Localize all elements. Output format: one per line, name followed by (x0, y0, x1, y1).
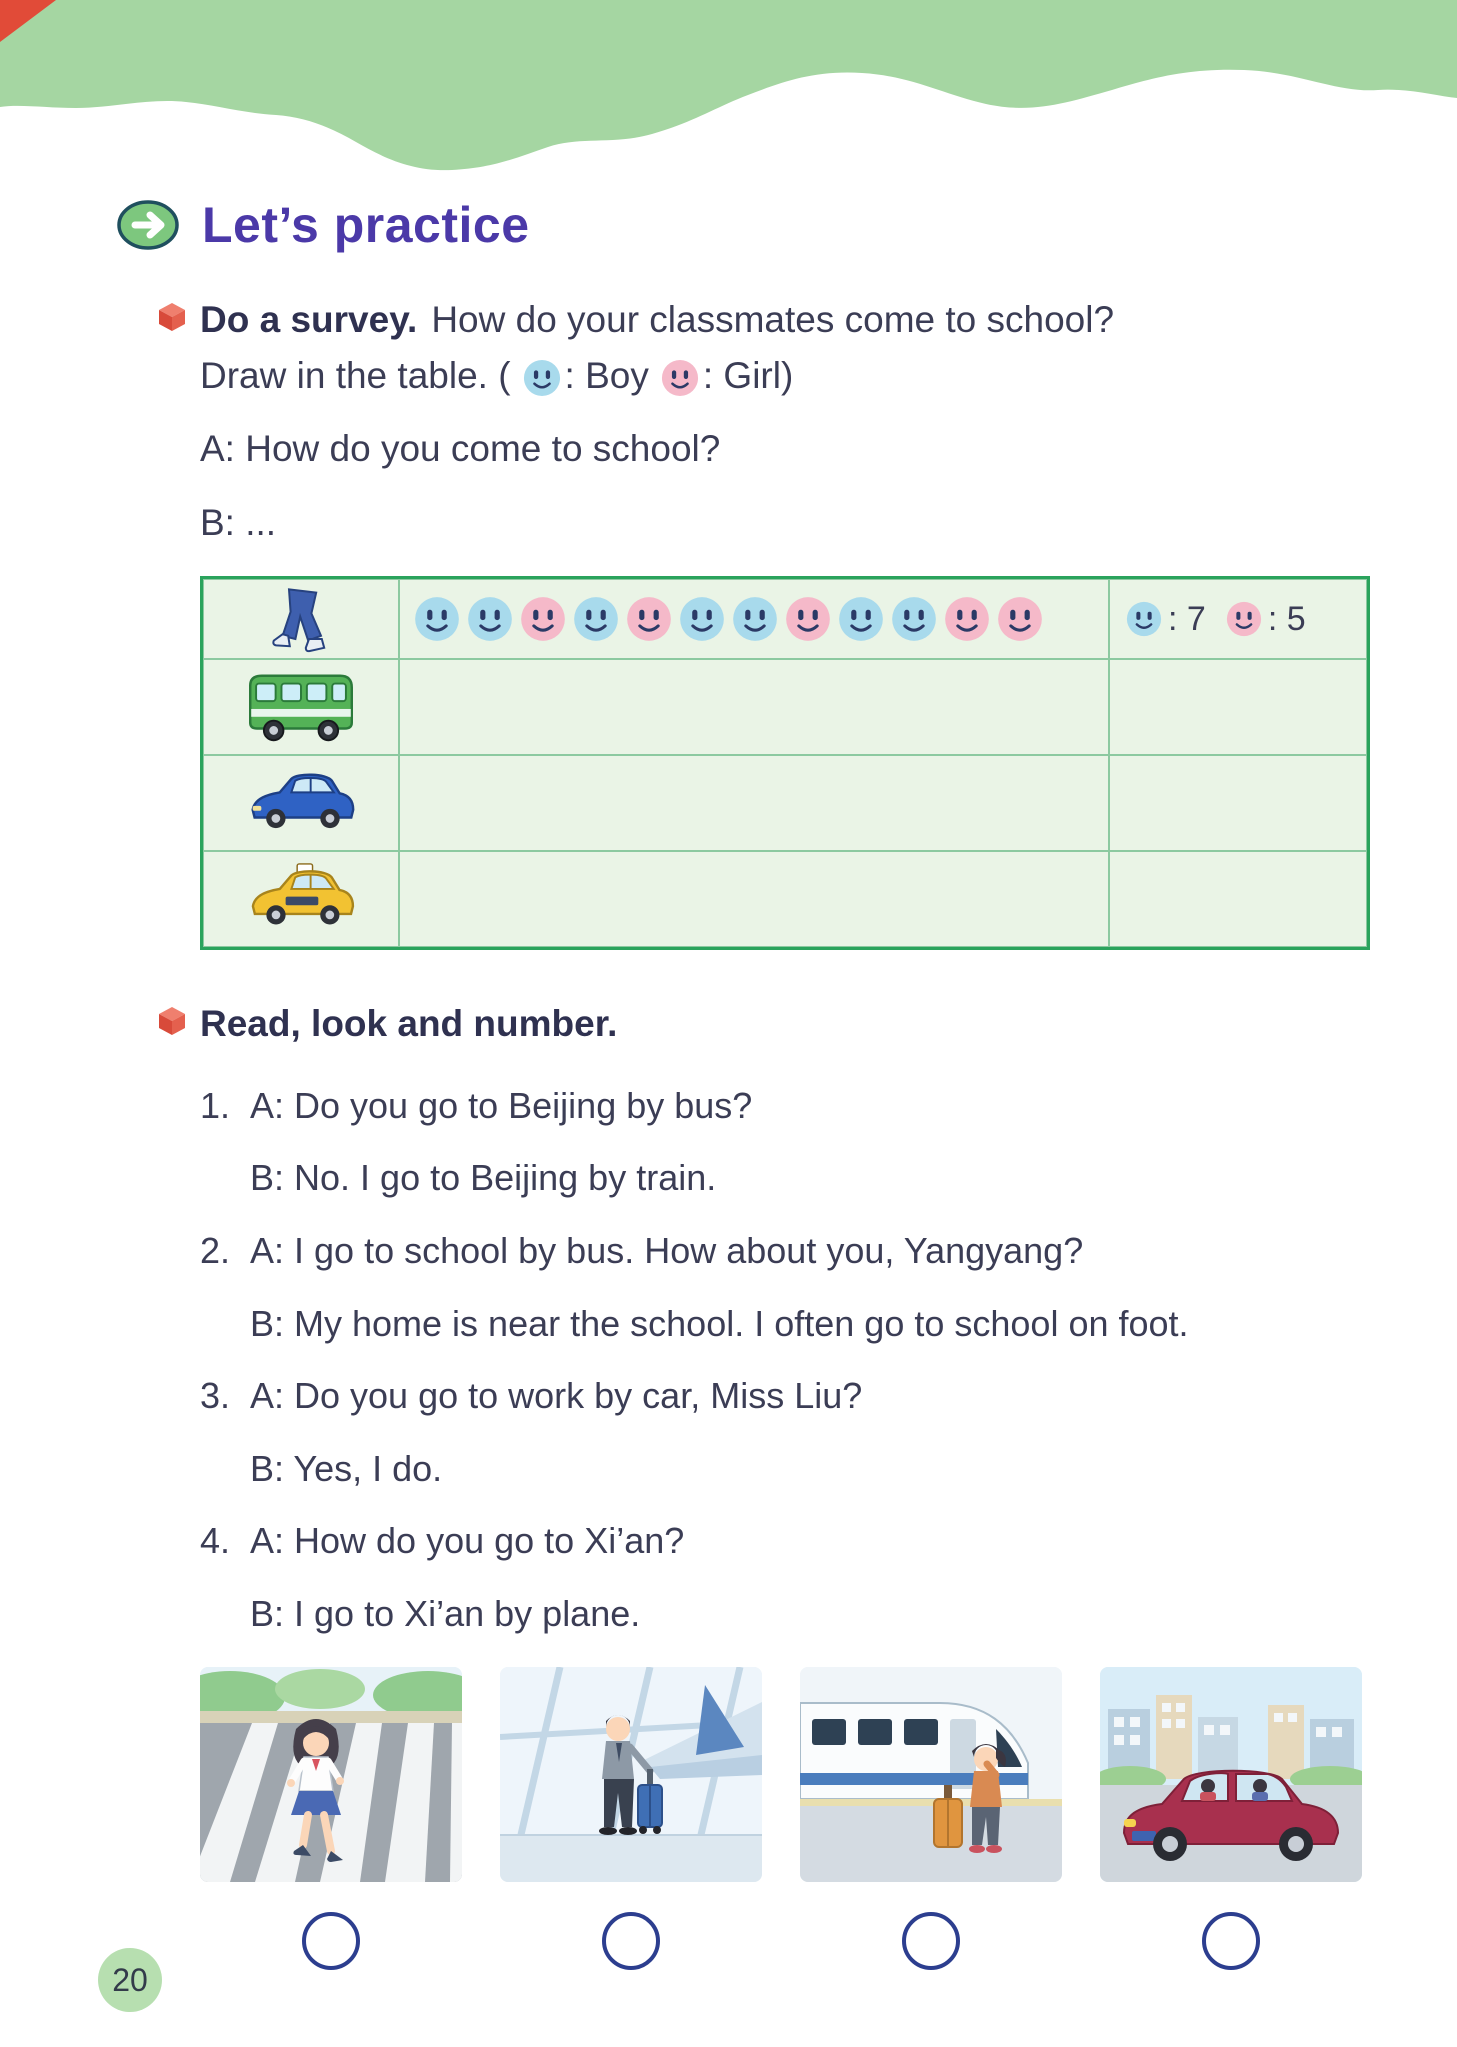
boy-legend-icon (523, 359, 561, 397)
survey-question: How do your classmates come to school? (431, 299, 1115, 340)
car-icon-cell (203, 755, 399, 851)
dialogues (200, 1086, 1367, 1634)
scene-woman-at-train-station (800, 1667, 1062, 1882)
answer-circle-2[interactable] (602, 1912, 660, 1970)
girl-smiley-icon (661, 359, 699, 397)
line-b: B: I go to Xi’an by plane. (250, 1593, 641, 1635)
item-number: 2. (200, 1230, 231, 1272)
walking-legs-icon (264, 583, 338, 655)
boy-smiley-icon (732, 596, 778, 642)
car-icon (243, 767, 359, 840)
taxi-icon-cell (203, 851, 399, 947)
section-heading (116, 196, 1367, 254)
car-count-cell[interactable] (1109, 755, 1367, 851)
line-a: A: Do you go to work by car, Miss Liu? (250, 1375, 863, 1417)
dialogue-item-3 (200, 1376, 1367, 1488)
girl-smiley-icon (944, 596, 990, 642)
cube-bullet-icon (158, 302, 186, 332)
taxi-icon (243, 862, 359, 937)
girl-legend-label: : Girl) (702, 354, 794, 396)
bus-icon (242, 666, 360, 749)
answer-circle-3[interactable] (902, 1912, 960, 1970)
page-title: Let’s practice (202, 197, 530, 253)
survey-table (200, 576, 1370, 950)
page-number: 20 (112, 1961, 148, 1998)
taxi-count-cell[interactable] (1109, 851, 1367, 947)
girl-legend-icon (661, 359, 699, 397)
survey-instructions (200, 292, 1367, 403)
boy-legend-label: : Boy (564, 354, 649, 396)
line-b: B: My home is near the school. I often go to school on foot. (250, 1302, 1189, 1344)
car-draw-cell[interactable] (399, 755, 1109, 851)
girl-smiley-icon (785, 596, 831, 642)
line-b: B: Yes, I do. (250, 1447, 443, 1489)
boy-smiley-icon (891, 596, 937, 642)
answer-circles (200, 1912, 1367, 1970)
answer-circle-4[interactable] (1202, 1912, 1260, 1970)
scene-girl-crossing-street (200, 1667, 462, 1882)
girl-count-icon (1226, 601, 1262, 637)
answer-circle-1[interactable] (302, 1912, 360, 1970)
cube-bullet-icon (158, 1006, 186, 1036)
walk-count-cell (1109, 579, 1367, 659)
exercise-title: Read, look and number. (200, 1003, 618, 1045)
boy-smiley-icon (414, 596, 460, 642)
boy-smiley-icon (838, 596, 884, 642)
survey-question-a: A: How do you come to school? (200, 428, 721, 469)
taxi-draw-cell[interactable] (399, 851, 1109, 947)
item-number: 3. (200, 1375, 231, 1417)
bus-count-cell[interactable] (1109, 659, 1367, 755)
girl-smiley-icon (1226, 601, 1262, 637)
scene-man-at-airport (500, 1667, 762, 1882)
arrow-badge-icon (116, 198, 180, 252)
line-b: B: No. I go to Beijing by train. (250, 1157, 717, 1199)
girl-smiley-icon (520, 596, 566, 642)
boy-smiley-icon (679, 596, 725, 642)
survey-instruction: Draw in the table. ( (200, 354, 511, 396)
walk-icon-cell (203, 579, 399, 659)
line-a: A: I go to school by bus. How about you, Yangyang? (250, 1230, 1084, 1272)
scene-images (200, 1667, 1367, 1882)
dialogue-item-4 (200, 1521, 1367, 1633)
bus-icon-cell (203, 659, 399, 755)
girl-smiley-icon (997, 596, 1043, 642)
line-a: A: How do you go to Xi’an? (250, 1520, 685, 1562)
survey-question-b: B: ... (200, 501, 277, 543)
dialogue-item-2 (200, 1231, 1367, 1343)
boy-smiley-icon (1126, 601, 1162, 637)
walk-faces-cell (399, 579, 1109, 659)
dialogue-item-1 (200, 1086, 1367, 1198)
item-number: 1. (200, 1084, 231, 1126)
line-a: A: Do you go to Beijing by bus? (250, 1084, 753, 1126)
boy-count: : 7 (1168, 599, 1206, 638)
boy-count-icon (1126, 601, 1162, 637)
scene-family-in-car (1100, 1667, 1362, 1882)
page-number-badge (98, 1948, 162, 2012)
girl-count: : 5 (1267, 599, 1306, 638)
boy-smiley-icon (523, 359, 561, 397)
exercise-heading (200, 996, 1367, 1052)
boy-smiley-icon (573, 596, 619, 642)
girl-smiley-icon (626, 596, 672, 642)
bus-draw-cell[interactable] (399, 659, 1109, 755)
item-number: 4. (200, 1520, 231, 1562)
survey-title: Do a survey. (200, 299, 418, 340)
boy-smiley-icon (467, 596, 513, 642)
